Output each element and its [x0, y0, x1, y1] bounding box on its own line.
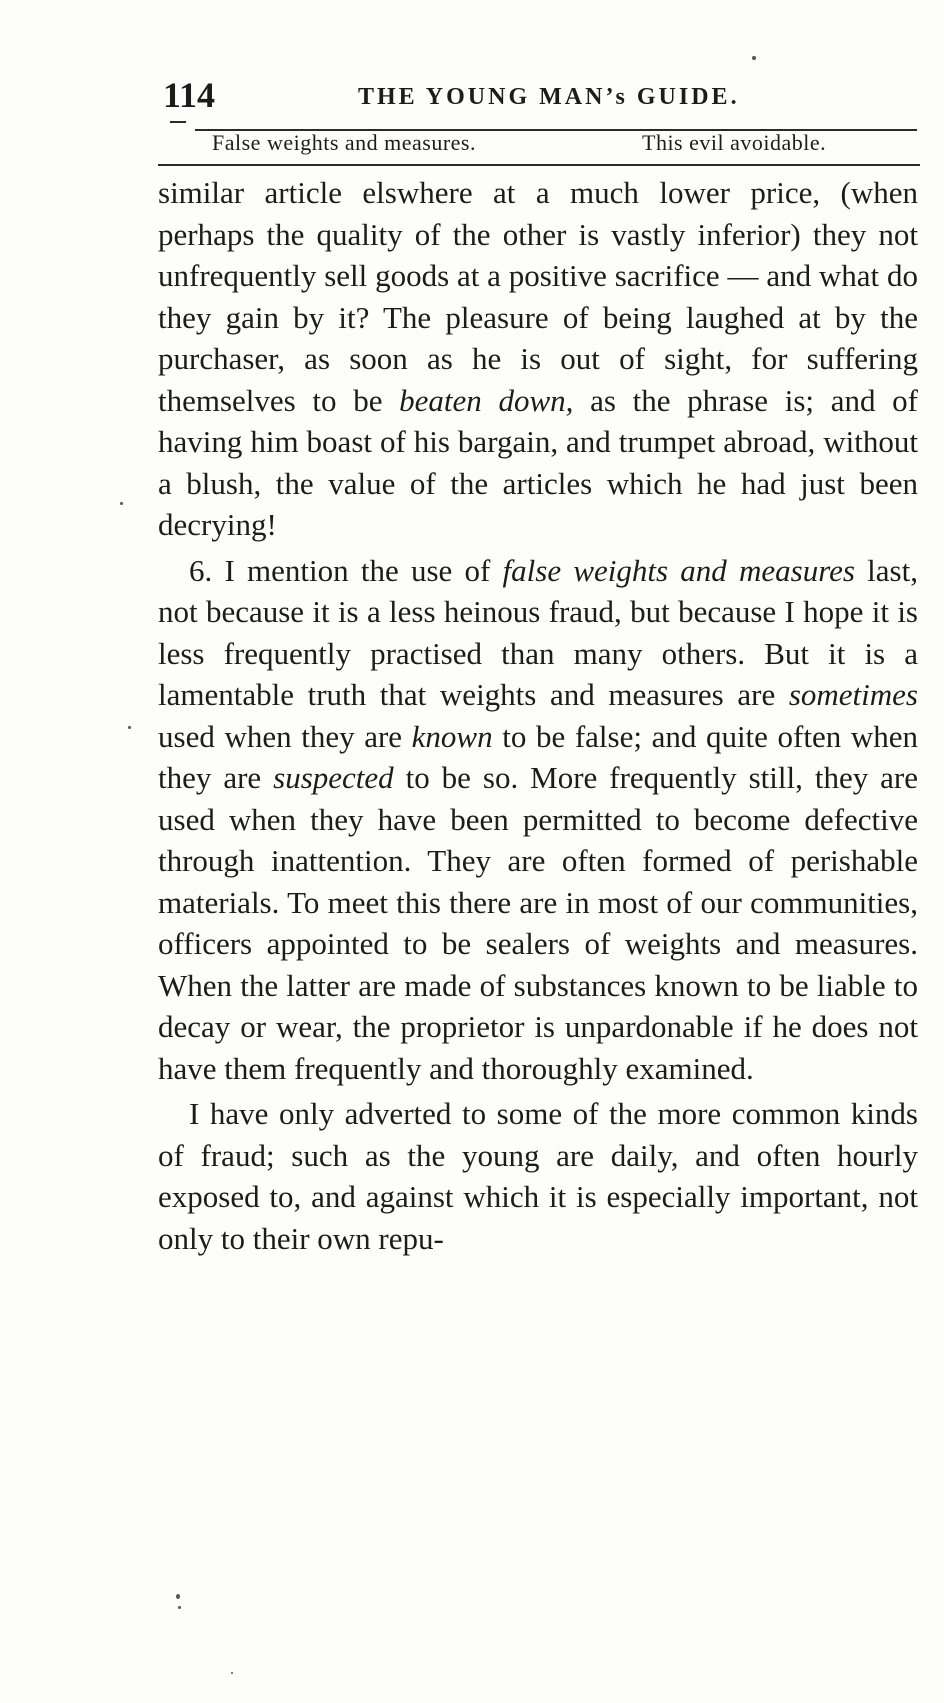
side-head-left: False weights and measures.: [212, 130, 476, 155]
paragraph-2-italic-3: known: [411, 718, 493, 754]
paragraph-1-end: as the phrase is; and of having him boast of his bargain, and trumpet abroad, without a blush, the value of the articles which he had just been decrying!: [158, 382, 918, 542]
paragraph-3-text: I have only adverted to some of the more common kinds of fraud; such as the young are daily, and often hourly exposed to, and against which it is especially important, not only to their own repu-: [158, 1096, 918, 1256]
print-speck: [128, 726, 131, 729]
paragraph-2-italic-2: sometimes: [788, 677, 918, 712]
side-head-right: This evil avoidable.: [642, 130, 827, 155]
print-speck: [178, 1606, 181, 1609]
paragraph-2-mid-3: to be false; and quite often when they are: [158, 718, 918, 795]
paragraph-2-italic-1: false weights and measures: [502, 552, 855, 588]
header-rule-bottom: [158, 164, 920, 166]
running-head: [160, 70, 920, 120]
body-text: [158, 172, 918, 1259]
print-speck: [231, 1672, 233, 1674]
paragraph-common-fraud: [158, 1093, 918, 1259]
print-speck: [176, 1594, 180, 1599]
paragraph-2-mid-2: used when they are: [158, 718, 412, 754]
paragraph-2-end: to be so. More frequently still, they are used when they have been permitted to become defective through inattention. They are often formed of perishable materials. To meet this there are in most of our communities, officers appointed to be sealers of weights and measures. When the latter are made of substances known to be liable to decay or wear, the proprietor is unpardonable if he does not have them frequently and thoroughly examined.: [158, 760, 918, 1086]
header-rule-mark: [170, 121, 186, 123]
paragraph-2-italic-4: suspected: [273, 760, 394, 795]
side-heads: [212, 129, 882, 163]
print-speck: [752, 56, 756, 60]
paragraph-1-text: similar article elswhere at a much lower price, (when perhaps the quality of the other is vastly inferior) they not unfrequently sell goods at a positive sacrifice — and what do they gain by it? The pleasure of being laughed at by the purchaser, as soon as he is out of sight, for suffering themselves to be: [158, 175, 918, 418]
book-title: THE YOUNG MAN’s GUIDE.: [358, 84, 740, 110]
paragraph-false-weights: [158, 550, 918, 1090]
paragraph-2-start: 6. I mention the use of: [189, 552, 503, 588]
paragraph-continuation: [158, 172, 918, 546]
page-number: 114: [163, 75, 216, 115]
paragraph-2-mid-1: last, not because it is a less heinous fraud, but because I hope it is less frequently practised than many others. But it is a lamentable truth that weights and measures are: [158, 552, 918, 712]
paragraph-1-italic: beaten down,: [399, 382, 574, 418]
print-speck: [120, 502, 123, 505]
